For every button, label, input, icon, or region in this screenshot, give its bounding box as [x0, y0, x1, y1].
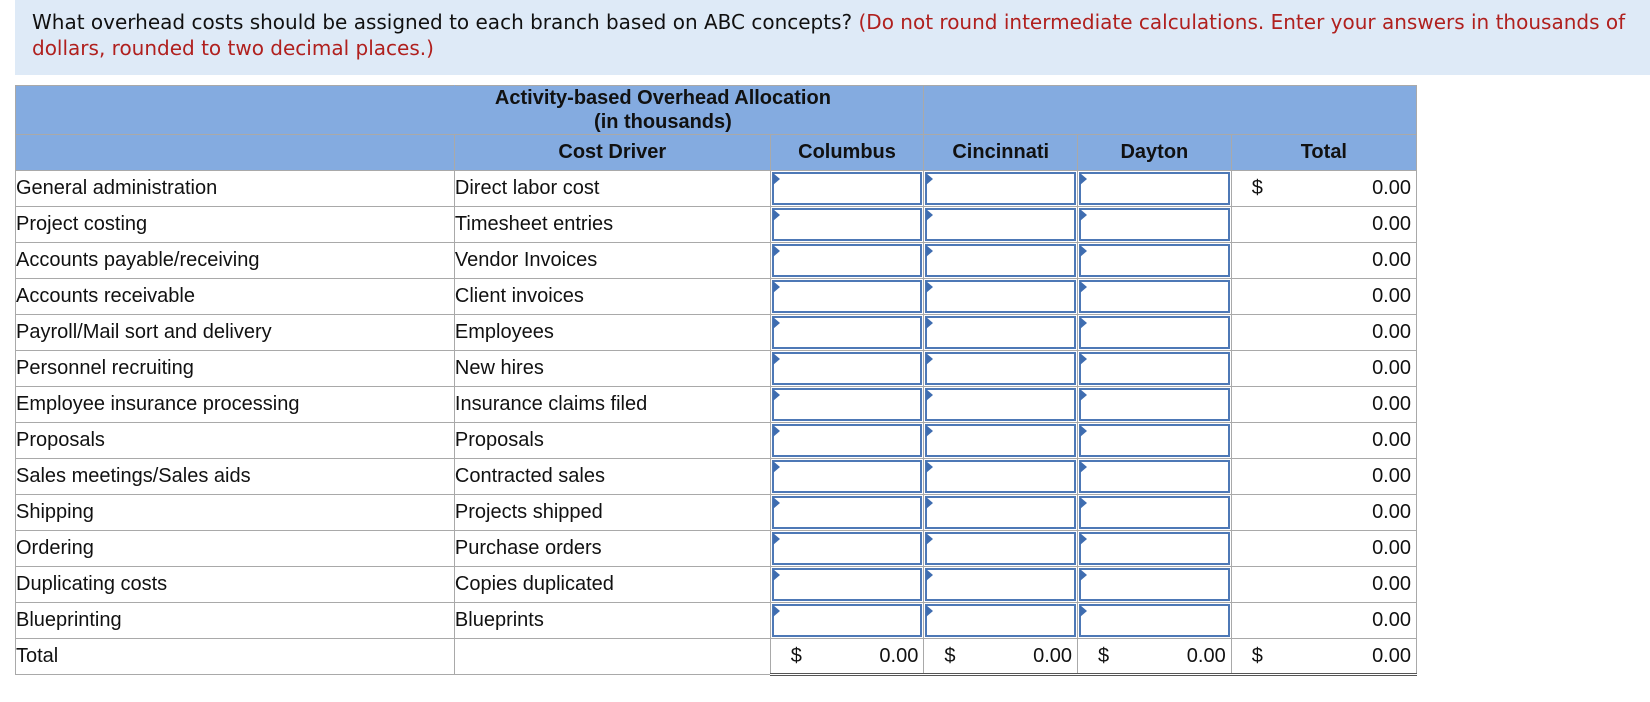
cincinnati-cell — [924, 387, 1078, 423]
header-columbus: Columbus — [770, 135, 924, 171]
table-row — [16, 387, 1417, 423]
cincinnati-input[interactable] — [929, 500, 1072, 525]
total-grand-value: 0.00 — [1372, 645, 1411, 667]
header-total: Total — [1231, 135, 1416, 171]
dayton-input[interactable] — [1083, 464, 1226, 489]
columbus-input-box — [772, 568, 923, 601]
dayton-input-box — [1079, 388, 1230, 421]
columbus-cell — [770, 603, 924, 639]
cost-driver-label: Direct labor cost — [454, 171, 770, 207]
table-row — [16, 603, 1417, 639]
row-total-value: 0.00 — [1372, 249, 1411, 271]
activity-label: General administration — [16, 171, 455, 207]
dayton-cell — [1078, 315, 1232, 351]
row-total-value: 0.00 — [1372, 285, 1411, 307]
cincinnati-cell — [924, 351, 1078, 387]
columbus-input-box — [772, 208, 923, 241]
table-row — [16, 423, 1417, 459]
columbus-input[interactable] — [776, 212, 919, 237]
currency-symbol: $ — [944, 645, 956, 667]
cincinnati-cell — [924, 603, 1078, 639]
cincinnati-input[interactable] — [929, 356, 1072, 381]
total-dayton — [1078, 639, 1232, 675]
table-row — [16, 207, 1417, 243]
columbus-input[interactable] — [776, 428, 919, 453]
row-total-value: 0.00 — [1372, 429, 1411, 451]
cost-driver-label: Client invoices — [454, 279, 770, 315]
columbus-cell — [770, 207, 924, 243]
columbus-input-box — [772, 172, 923, 205]
columbus-input-box — [772, 460, 923, 493]
dayton-cell — [1078, 531, 1232, 567]
cincinnati-input-box — [925, 208, 1076, 241]
columbus-input[interactable] — [776, 392, 919, 417]
activity-label: Accounts payable/receiving — [16, 243, 455, 279]
overhead-allocation-table — [15, 85, 1417, 676]
cost-driver-label: Blueprints — [454, 603, 770, 639]
cincinnati-input[interactable] — [929, 320, 1072, 345]
question-prompt — [15, 0, 1650, 75]
columbus-input-box — [772, 388, 923, 421]
dayton-cell — [1078, 459, 1232, 495]
table-row — [16, 459, 1417, 495]
cincinnati-cell — [924, 207, 1078, 243]
row-total-value: 0.00 — [1372, 357, 1411, 379]
cost-driver-label: Purchase orders — [454, 531, 770, 567]
columbus-cell — [770, 387, 924, 423]
row-total — [1231, 495, 1416, 531]
columbus-input[interactable] — [776, 356, 919, 381]
cincinnati-input-box — [925, 424, 1076, 457]
columbus-cell — [770, 459, 924, 495]
total-columbus — [770, 639, 924, 675]
cincinnati-cell — [924, 567, 1078, 603]
currency-symbol: $ — [1098, 645, 1110, 667]
dayton-input[interactable] — [1083, 320, 1226, 345]
cincinnati-input-box — [925, 244, 1076, 277]
total-row — [16, 639, 1417, 675]
dayton-input-box — [1079, 244, 1230, 277]
row-total — [1231, 603, 1416, 639]
columbus-input[interactable] — [776, 464, 919, 489]
row-total — [1231, 423, 1416, 459]
row-total — [1231, 387, 1416, 423]
dayton-cell — [1078, 567, 1232, 603]
row-total-value: 0.00 — [1372, 177, 1411, 199]
table-title-line1: Activity-based Overhead Allocation — [494, 87, 831, 109]
row-total — [1231, 567, 1416, 603]
cincinnati-cell — [924, 495, 1078, 531]
row-total — [1231, 207, 1416, 243]
cincinnati-cell — [924, 171, 1078, 207]
row-total-value: 0.00 — [1372, 573, 1411, 595]
question-instruction: (Do not round intermediate calculations. Enter your answers in thousands of dollars, rounded to two decimal places.) — [32, 10, 1626, 60]
dayton-input-box — [1079, 172, 1230, 205]
header-activity — [16, 135, 455, 171]
cost-driver-label: Timesheet entries — [454, 207, 770, 243]
dayton-input-box — [1079, 280, 1230, 313]
header-dayton: Dayton — [1078, 135, 1232, 171]
dayton-input-box — [1079, 532, 1230, 565]
columbus-cell — [770, 243, 924, 279]
cincinnati-input-box — [925, 352, 1076, 385]
total-cincinnati-value: 0.00 — [1033, 645, 1073, 667]
row-total — [1231, 351, 1416, 387]
header-cost-driver: Cost Driver — [454, 135, 770, 171]
dayton-cell — [1078, 351, 1232, 387]
cost-driver-label: Copies duplicated — [454, 567, 770, 603]
columbus-cell — [770, 423, 924, 459]
activity-label: Proposals — [16, 423, 455, 459]
activity-label: Accounts receivable — [16, 279, 455, 315]
dayton-input-box — [1079, 424, 1230, 457]
activity-label: Duplicating costs — [16, 567, 455, 603]
columbus-input-box — [772, 532, 923, 565]
header-blank-right — [924, 86, 1417, 135]
table-row — [16, 279, 1417, 315]
activity-label: Personnel recruiting — [16, 351, 455, 387]
table-row — [16, 171, 1417, 207]
activity-label: Sales meetings/Sales aids — [16, 459, 455, 495]
total-label: Total — [16, 639, 455, 675]
cost-driver-label: Projects shipped — [454, 495, 770, 531]
row-total — [1231, 279, 1416, 315]
row-total — [1231, 531, 1416, 567]
cincinnati-input-box — [925, 280, 1076, 313]
dayton-input[interactable] — [1083, 176, 1226, 201]
dayton-cell — [1078, 603, 1232, 639]
table-title — [454, 86, 923, 135]
columbus-input-box — [772, 316, 923, 349]
cincinnati-input[interactable] — [929, 248, 1072, 273]
row-total — [1231, 459, 1416, 495]
cincinnati-input-box — [925, 496, 1076, 529]
total-grand — [1231, 639, 1416, 675]
columbus-input[interactable] — [776, 320, 919, 345]
cincinnati-cell — [924, 459, 1078, 495]
activity-label: Shipping — [16, 495, 455, 531]
dayton-input[interactable] — [1083, 284, 1226, 309]
dayton-input[interactable] — [1083, 428, 1226, 453]
columbus-input[interactable] — [776, 536, 919, 561]
dayton-input-box — [1079, 208, 1230, 241]
cincinnati-input-box — [925, 316, 1076, 349]
cincinnati-input-box — [925, 460, 1076, 493]
cost-driver-label: Contracted sales — [454, 459, 770, 495]
cost-driver-label: Insurance claims filed — [454, 387, 770, 423]
table-row — [16, 531, 1417, 567]
dayton-cell — [1078, 495, 1232, 531]
cincinnati-cell — [924, 243, 1078, 279]
cost-driver-label: Employees — [454, 315, 770, 351]
dayton-input-box — [1079, 568, 1230, 601]
cincinnati-input[interactable] — [929, 464, 1072, 489]
dayton-input[interactable] — [1083, 212, 1226, 237]
cincinnati-input[interactable] — [929, 428, 1072, 453]
cincinnati-input-box — [925, 172, 1076, 205]
table-row — [16, 567, 1417, 603]
cincinnati-cell — [924, 423, 1078, 459]
columbus-input-box — [772, 280, 923, 313]
table-title-line2: (in thousands) — [594, 111, 732, 133]
columbus-cell — [770, 531, 924, 567]
question-text: What overhead costs should be assigned to each branch based on ABC concepts? — [32, 10, 853, 34]
cost-driver-label: Vendor Invoices — [454, 243, 770, 279]
dayton-cell — [1078, 279, 1232, 315]
currency-symbol: $ — [790, 645, 802, 667]
cost-driver-label: New hires — [454, 351, 770, 387]
table-row — [16, 243, 1417, 279]
cincinnati-input-box — [925, 604, 1076, 637]
header-blank-left — [16, 86, 455, 135]
columbus-input-box — [772, 244, 923, 277]
row-total — [1231, 171, 1416, 207]
header-cincinnati: Cincinnati — [924, 135, 1078, 171]
cincinnati-input[interactable] — [929, 608, 1072, 633]
row-total-value: 0.00 — [1372, 393, 1411, 415]
total-cincinnati — [924, 639, 1078, 675]
table-row — [16, 495, 1417, 531]
table-row — [16, 351, 1417, 387]
columbus-input[interactable] — [776, 176, 919, 201]
dayton-cell — [1078, 423, 1232, 459]
dayton-input[interactable] — [1083, 572, 1226, 597]
activity-label: Blueprinting — [16, 603, 455, 639]
columbus-input-box — [772, 424, 923, 457]
cincinnati-input[interactable] — [929, 284, 1072, 309]
columbus-cell — [770, 171, 924, 207]
dayton-input[interactable] — [1083, 536, 1226, 561]
columbus-input-box — [772, 604, 923, 637]
columbus-input[interactable] — [776, 500, 919, 525]
cincinnati-input[interactable] — [929, 176, 1072, 201]
columbus-input[interactable] — [776, 608, 919, 633]
dayton-input-box — [1079, 352, 1230, 385]
activity-label: Payroll/Mail sort and delivery — [16, 315, 455, 351]
columbus-cell — [770, 495, 924, 531]
currency-symbol: $ — [1251, 177, 1263, 199]
row-total-value: 0.00 — [1372, 321, 1411, 343]
dayton-cell — [1078, 243, 1232, 279]
columbus-cell — [770, 351, 924, 387]
columbus-input-box — [772, 496, 923, 529]
cincinnati-cell — [924, 315, 1078, 351]
total-driver-blank — [454, 639, 770, 675]
row-total-value: 0.00 — [1372, 501, 1411, 523]
cincinnati-cell — [924, 531, 1078, 567]
cincinnati-cell — [924, 279, 1078, 315]
cincinnati-input[interactable] — [929, 572, 1072, 597]
cincinnati-input-box — [925, 532, 1076, 565]
cincinnati-input-box — [925, 568, 1076, 601]
row-total — [1231, 243, 1416, 279]
columbus-input[interactable] — [776, 572, 919, 597]
dayton-input-box — [1079, 316, 1230, 349]
row-total-value: 0.00 — [1372, 465, 1411, 487]
dayton-input-box — [1079, 460, 1230, 493]
columbus-cell — [770, 315, 924, 351]
dayton-input[interactable] — [1083, 500, 1226, 525]
dayton-input[interactable] — [1083, 608, 1226, 633]
row-total-value: 0.00 — [1372, 213, 1411, 235]
columbus-input[interactable] — [776, 284, 919, 309]
dayton-input[interactable] — [1083, 248, 1226, 273]
total-dayton-value: 0.00 — [1186, 645, 1226, 667]
cincinnati-input[interactable] — [929, 392, 1072, 417]
cincinnati-input-box — [925, 388, 1076, 421]
cincinnati-input[interactable] — [929, 536, 1072, 561]
row-total-value: 0.00 — [1372, 609, 1411, 631]
activity-label: Project costing — [16, 207, 455, 243]
row-total — [1231, 315, 1416, 351]
dayton-input[interactable] — [1083, 392, 1226, 417]
dayton-input-box — [1079, 604, 1230, 637]
currency-symbol: $ — [1251, 645, 1263, 667]
dayton-input-box — [1079, 496, 1230, 529]
dayton-cell — [1078, 171, 1232, 207]
activity-label: Employee insurance processing — [16, 387, 455, 423]
row-total-value: 0.00 — [1372, 537, 1411, 559]
dayton-cell — [1078, 207, 1232, 243]
dayton-cell — [1078, 387, 1232, 423]
total-columbus-value: 0.00 — [879, 645, 919, 667]
activity-label: Ordering — [16, 531, 455, 567]
columbus-input-box — [772, 352, 923, 385]
cincinnati-input[interactable] — [929, 212, 1072, 237]
table-row — [16, 315, 1417, 351]
columbus-input[interactable] — [776, 248, 919, 273]
columbus-cell — [770, 279, 924, 315]
columbus-cell — [770, 567, 924, 603]
dayton-input[interactable] — [1083, 356, 1226, 381]
cost-driver-label: Proposals — [454, 423, 770, 459]
